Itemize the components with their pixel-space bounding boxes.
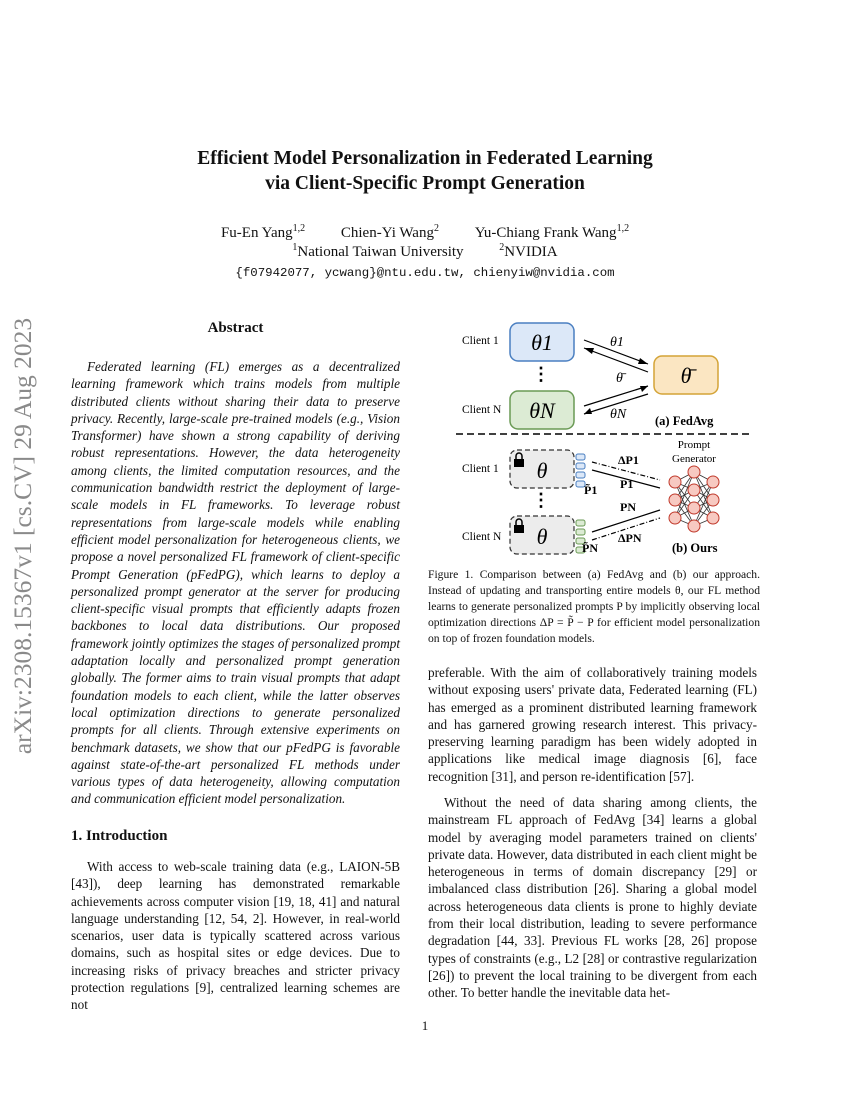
- prompt-token: [576, 454, 585, 460]
- pn-label: PN: [620, 500, 636, 514]
- affiliation-2: $^2$NVIDIA: [499, 242, 558, 260]
- theta-n-symbol: θN: [529, 398, 555, 423]
- generator-label-1: Prompt: [677, 439, 711, 451]
- page-number: 1: [421, 1018, 429, 1033]
- generator-label-2: Generator: [672, 453, 716, 465]
- delta-pn-label: ΔPN: [618, 531, 642, 545]
- intro-paragraph: With access to web-scale training data (e.g., LAION-5B [43]), deep learning has demonstrated remarkable achievements across computer vision [19, 18, 41] and natural language understanding [12, 54, 2]. However, in real-world scenarios, user data is typically scattered across various domains, such as hospital sites or edge devices. Due to increasing risks of privacy breaches and stricter privacy protection regulations [9], centralized learning schemes are not: [71, 859, 400, 1013]
- affiliation-1: $^1$National Taiwan University: [292, 242, 464, 260]
- figure-caption: Figure 1. Comparison between (a) FedAvg and (b) our approach. Instead of updating and transporting entire models θ, our FL method learns to generate personalized prompts P by implicitly observing local optimization directions ΔP = P̃ − P for efficient model personalization on top of frozen foundation models.: [428, 568, 760, 645]
- client-1-label-b: Client 1: [462, 463, 499, 475]
- author-emails: {f07942077, ycwang}@ntu.edu.tw, chienyiw@nvidia.com: [235, 266, 615, 280]
- author-block: [0, 224, 850, 262]
- prompt-token: [576, 472, 585, 478]
- client-n-label: Client N: [462, 404, 502, 416]
- generator-nodes: [669, 466, 719, 532]
- ours-label: (b) Ours: [672, 541, 718, 555]
- theta-bar-download-label: θ̄: [616, 371, 623, 386]
- section-heading: 1. Introduction: [71, 828, 168, 844]
- client-1-label: Client 1: [462, 335, 499, 347]
- author-2: Chien-Yi Wang$^2$: [340, 223, 439, 241]
- figure-1: [428, 314, 762, 562]
- arrowhead: [584, 348, 594, 354]
- vertical-ellipsis-b: ⋮: [532, 490, 550, 510]
- paper-title: [0, 146, 850, 196]
- author-3: Yu-Chiang Frank Wang$^{1,2}$: [474, 223, 630, 241]
- lock-icon: [514, 525, 524, 533]
- p1-tilde-label: P̃1: [584, 483, 598, 497]
- p1-label: P1: [620, 477, 634, 491]
- pn-tilde-label: P̃N: [582, 541, 598, 555]
- arrowhead: [640, 386, 648, 392]
- theta-1-symbol: θ1: [531, 330, 553, 355]
- fedavg-label: (a) FedAvg: [655, 414, 714, 428]
- arrow-up-n: [584, 386, 648, 406]
- abstract-heading: Abstract: [207, 320, 264, 336]
- title-line-2: via Client-Specific Prompt Generation: [265, 173, 585, 194]
- prompt-token: [576, 520, 585, 526]
- arrowhead: [638, 358, 648, 364]
- lock-icon: [514, 459, 524, 467]
- theta-1-upload-label: θ1: [610, 335, 624, 350]
- theta-frozen-1: θ: [536, 458, 548, 483]
- delta-p1-label: ΔP1: [618, 453, 639, 467]
- author-1: Fu-En Yang$^{1,2}$: [220, 223, 306, 241]
- arxiv-id: arXiv:2308.15367v1 [cs.CV] 29 Aug 2023: [8, 317, 37, 755]
- right-paragraph-2: Without the need of data sharing among clients, the mainstream FL approach of FedAvg [34] learns a global model by averaging model parameters trained on clients' private data. However, data distributed in each client might be heterogeneous in terms of domain discrepancy [29] or imbalanced class distribution [26]. Sharing a global model across heterogeneous data clients is prone to highly deviate from their local distribution, leading to severe performance degradation [44, 33]. Previous FL works [28, 26] propose types of constraints (e.g., L2 [28] or contrastive regularization [26]) to prevent the local training to be divergent from each other. To better handle the inevitable data het-: [428, 795, 757, 1001]
- theta-bar-symbol: θ̄: [680, 363, 692, 388]
- abstract-text: Federated learning (FL) emerges as a decentralized learning framework which trains models from multiple distributed clients without sharing their data to preserve privacy. Recently, large-scale pre-trained models (e.g., Vision Transformer) have shown a strong capability of deriving robust representations. However, the data heterogeneity among clients, the limited computation resources, and the communication bandwidth restrict the deployment of large-scale models in FL frameworks. To leverage robust representations from large-scale models while enabling efficient model personalization for heterogeneous clients, we propose a novel personalized FL framework of client-specific Prompt Generation (pFedPG), which learns to deploy a personalized prompt generator at the server for producing client-specific visual prompts that efficiently adapts frozen backbones to local data distributions. Our proposed framework jointly optimizes the stages of personalized prompt adaptation locally and personalized prompt generation globally. The former aims to train visual prompts that adapt foundation models to each client, while the latter observes local optimization directions to generate personalized prompts for all clients. Through extensive experiments on benchmark datasets, we show that our pFedPG is favorable against state-of-the-art personalized FL methods under various types of data heterogeneity, allowing computation and communication efficient model personalization.: [71, 359, 400, 807]
- arrowhead: [584, 408, 592, 414]
- prompt-token: [576, 529, 585, 535]
- title-line-1: Efficient Model Personalization in Federated Learning: [197, 148, 653, 169]
- vertical-ellipsis: ⋮: [532, 364, 550, 384]
- right-paragraph-1: preferable. With the aim of collaboratively training models without exposing users' private data, Federated learning (FL) has emerged as a prominent distributed learning framework and has garnered growing research interest. This privacy-preserving learning paradigm has been widely adopted in applications like medical image diagnosis [6], face recognition [31], and person re-identification [57].: [428, 665, 757, 784]
- theta-n-upload-label: θN: [610, 407, 627, 422]
- theta-frozen-n: θ: [536, 524, 548, 549]
- client-n-label-b: Client N: [462, 531, 502, 543]
- arxiv-stamp: [3, 286, 43, 786]
- prompt-token: [576, 463, 585, 469]
